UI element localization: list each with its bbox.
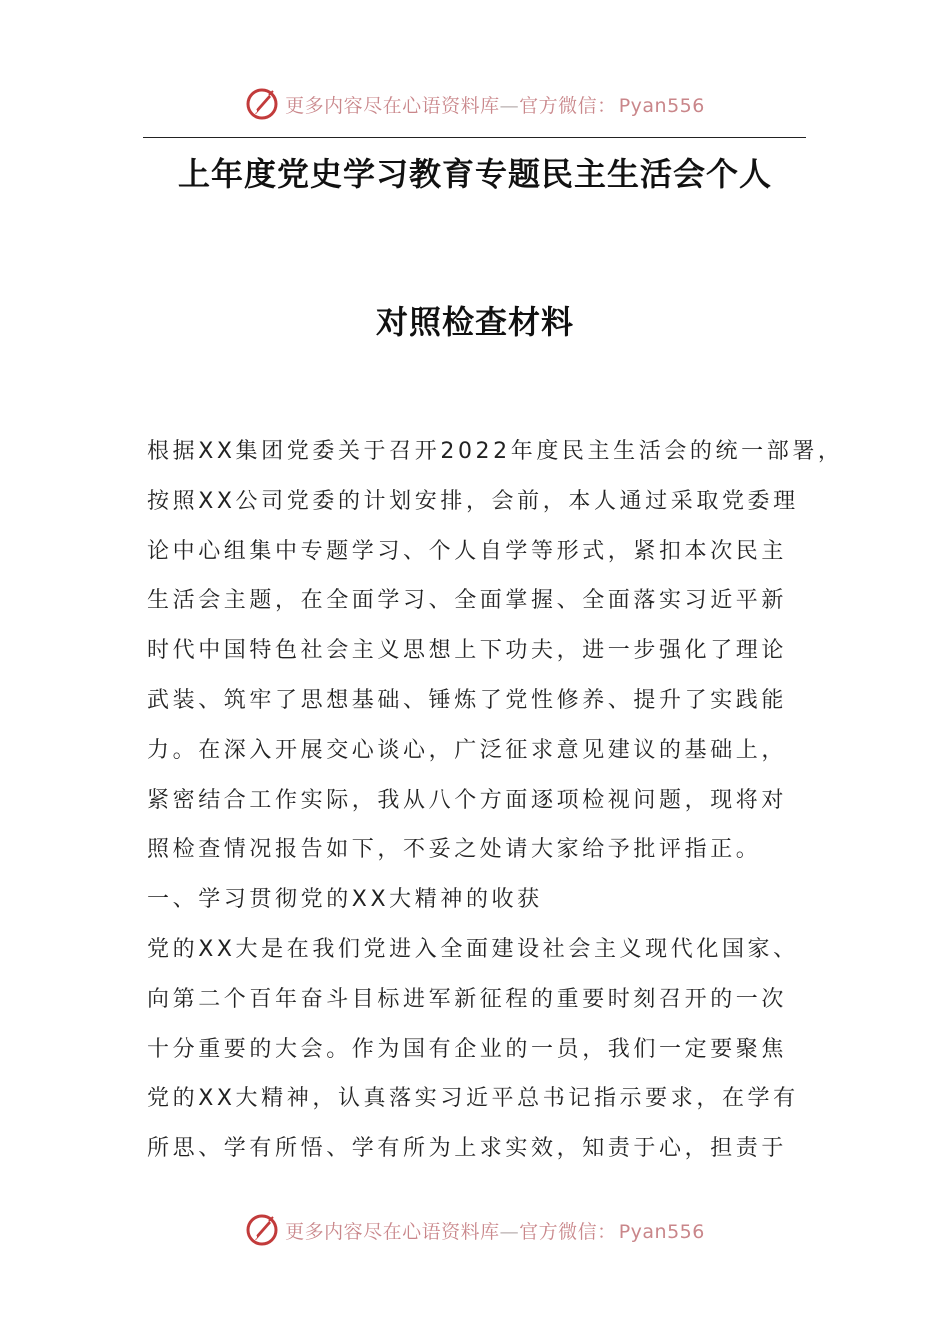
body-line: 十分重要的大会。作为国有企业的一员，我们一定要聚焦 [147,1036,788,1062]
body-line: 党的XX大是在我们党进入全面建设社会主义现代化国家、 [147,936,799,962]
watermark-label: 官方微信： [519,94,617,117]
body-line: 所思、学有所悟、学有所为上求实效，知责于心，担责于 [147,1136,788,1162]
document-body [147,427,844,1174]
header-watermark [0,84,950,124]
quill-logo-icon [245,87,279,121]
watermark-label: 官方微信： [519,1220,617,1243]
watermark-separator: — [499,1220,520,1243]
body-line: 照检查情况报告如下，不妥之处请大家给予批评指正。 [147,837,762,863]
body-line: 按照XX公司党委的计划安排，会前，本人通过采取党委理 [147,488,799,514]
body-line: 武装、筑牢了思想基础、锤炼了党性修养、提升了实践能 [147,687,788,713]
section-heading: 一、学习贯彻党的XX大精神的收获 [147,887,543,913]
body-line: 力。在深入开展交心谈心，广泛征求意见建议的基础上， [147,737,788,763]
document-title-line-2: 对照检查材料 [375,303,574,341]
watermark-text [285,91,705,118]
body-line: 紧密结合工作实际，我从八个方面逐项检视问题，现将对 [147,787,788,813]
watermark-main-text: 更多内容尽在心语资料库 [285,1220,500,1243]
watermark-wechat-id: Pyan556 [618,1220,705,1243]
watermark-text [285,1217,705,1244]
body-line: 根据XX集团党委关于召开2022年度民主生活会的统一部署， [147,439,844,464]
quill-logo-icon [245,1213,279,1247]
header-divider [143,137,806,138]
body-line: 党的XX大精神，认真落实习近平总书记指示要求，在学有 [147,1086,799,1112]
watermark-main-text: 更多内容尽在心语资料库 [285,94,500,117]
body-line: 时代中国特色社会主义思想上下功夫，进一步强化了理论 [147,638,788,664]
document-title-line-1: 上年度党史学习教育专题民主生活会个人 [177,155,772,193]
footer-watermark [0,1210,950,1250]
body-line: 向第二个百年奋斗目标进军新征程的重要时刻召开的一次 [147,986,788,1012]
watermark-separator: — [499,94,520,117]
watermark-wechat-id: Pyan556 [618,94,705,117]
body-line: 生活会主题，在全面学习、全面掌握、全面落实习近平新 [147,588,788,614]
body-line: 论中心组集中专题学习、个人自学等形式，紧扣本次民主 [147,538,788,564]
